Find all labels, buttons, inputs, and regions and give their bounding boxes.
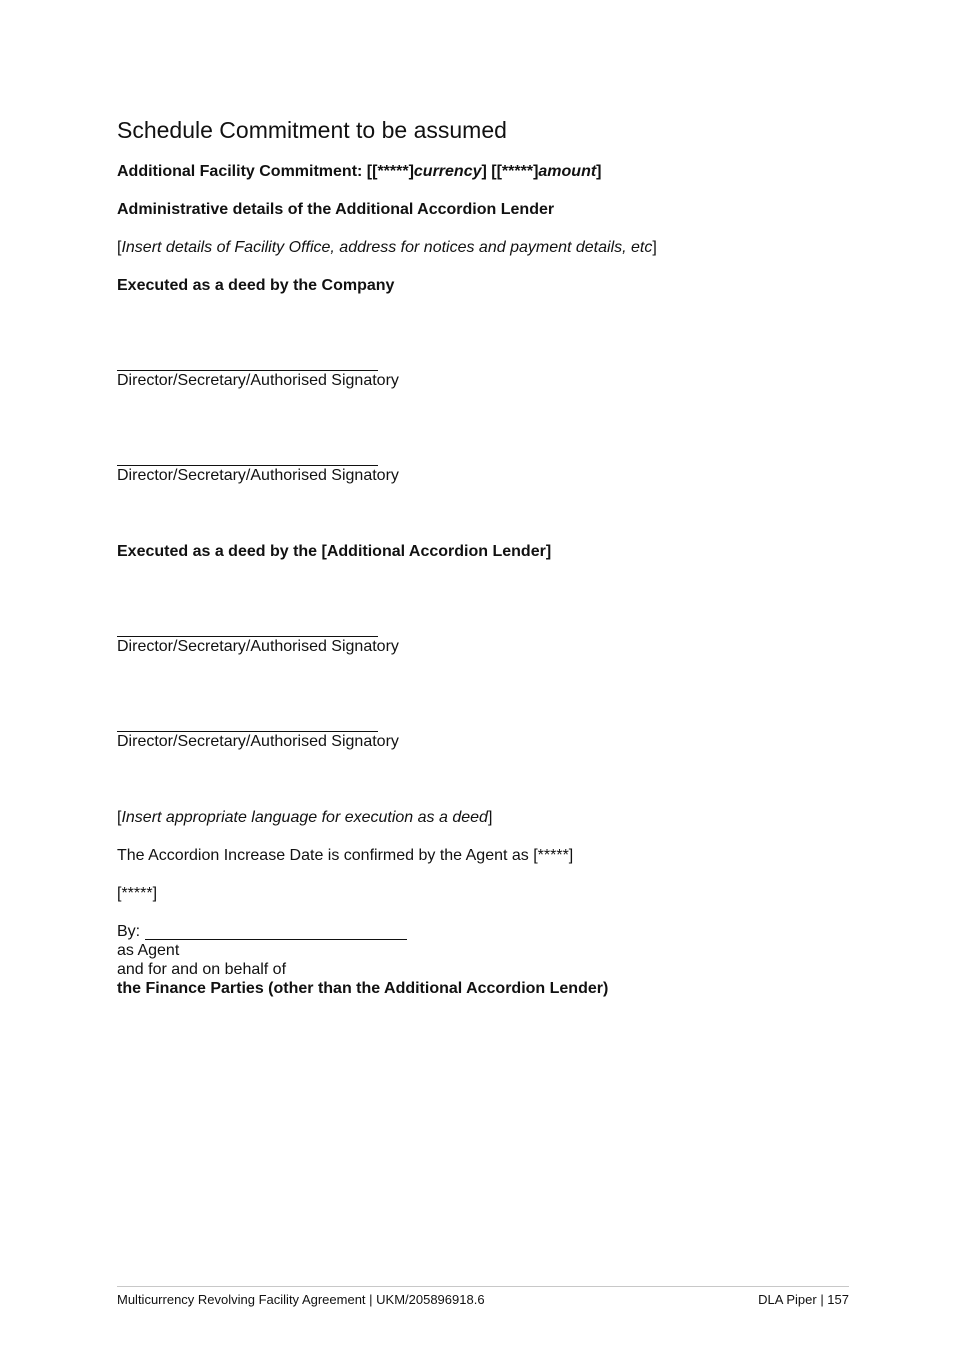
page-title: Schedule Commitment to be assumed	[117, 117, 507, 143]
admin-heading: Administrative details of the Additional Accordion Lender	[117, 201, 555, 218]
company-execution-heading: Executed as a deed by the Company	[117, 277, 395, 294]
finance-parties-text: the Finance Parties (other than the Additional Accordion Lender)	[117, 980, 609, 997]
commitment-middle: ] [[*****]	[481, 163, 539, 180]
deed-insert-text: Insert appropriate language for execution as a deed	[121, 809, 488, 826]
as-agent-text: as Agent	[117, 942, 180, 959]
admin-insert-close: ]	[652, 239, 657, 256]
agent-placeholder: [*****]	[117, 885, 158, 902]
admin-insert-open: [	[117, 239, 122, 256]
increase-date-text: The Accordion Increase Date is confirmed by the Agent as [*****]	[117, 847, 574, 864]
footer-page-number: DLA Piper | 157	[758, 1292, 849, 1307]
admin-insert	[117, 238, 657, 257]
by-line	[117, 922, 140, 941]
footer-document-reference: Multicurrency Revolving Facility Agreement | UKM/205896918.6	[117, 1292, 485, 1307]
commitment-prefix: Additional Facility Commitment: [[*****]	[117, 163, 414, 180]
lender-execution-heading: Executed as a deed by the [Additional Accordion Lender]	[117, 543, 552, 560]
commitment-line	[117, 162, 602, 181]
by-label: By:	[117, 923, 141, 940]
admin-insert-text: Insert details of Facility Office, address for notices and payment details, etc	[121, 239, 653, 256]
company-signatory-1: Director/Secretary/Authorised Signatory	[117, 372, 399, 389]
lender-signatory-2: Director/Secretary/Authorised Signatory	[117, 733, 399, 750]
commitment-suffix: ]	[596, 163, 602, 180]
agent-signature-line	[145, 939, 407, 940]
lender-signatory-1: Director/Secretary/Authorised Signatory	[117, 638, 399, 655]
deed-insert	[117, 808, 492, 827]
deed-insert-open: [	[117, 809, 122, 826]
footer-divider	[117, 1286, 849, 1287]
commitment-currency: currency	[413, 163, 482, 180]
behalf-text: and for and on behalf of	[117, 961, 287, 978]
deed-insert-close: ]	[487, 809, 493, 826]
commitment-amount: amount	[538, 163, 597, 180]
company-signatory-2: Director/Secretary/Authorised Signatory	[117, 467, 399, 484]
